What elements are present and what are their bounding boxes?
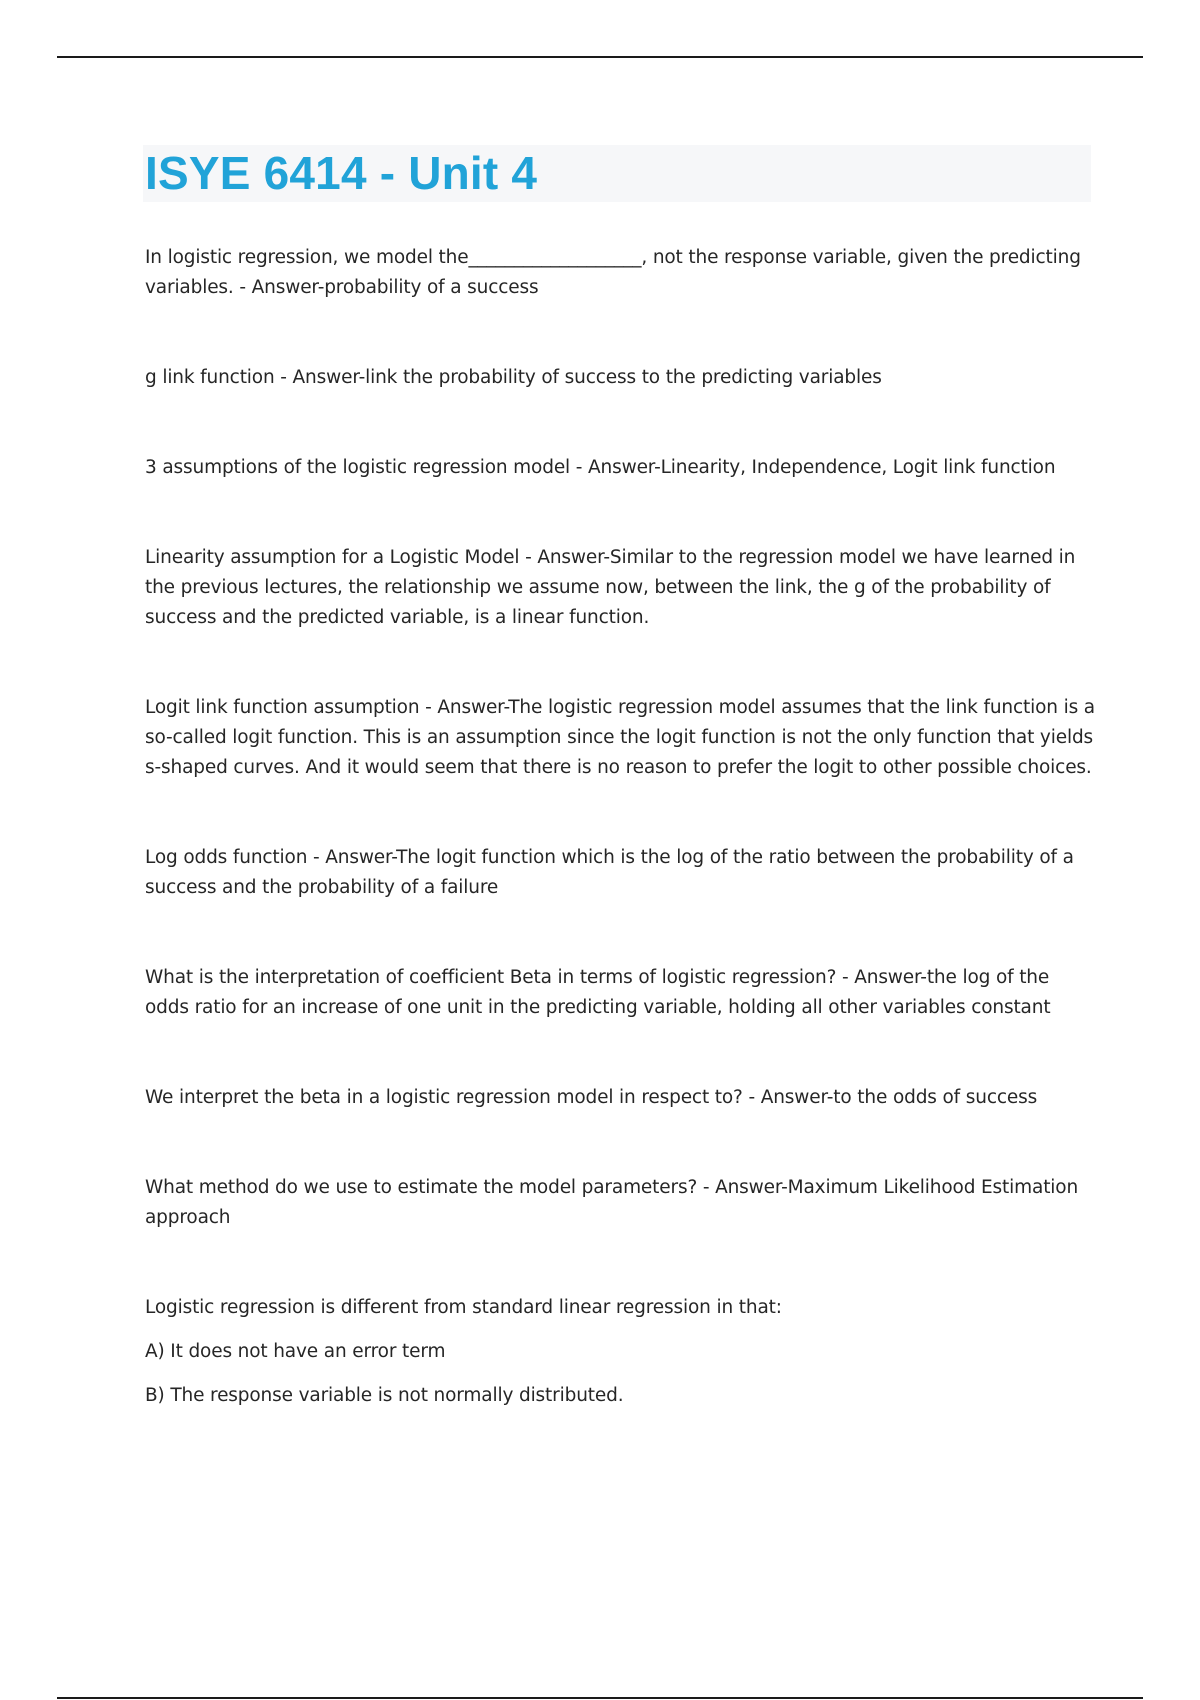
qa-entry: We interpret the beta in a logistic regression model in respect to? - Answer-to the odds of success: [145, 1087, 1038, 1108]
answer-option-a: A) It does not have an error term: [145, 1341, 446, 1362]
qa-entry: 3 assumptions of the logistic regression model - Answer-Linearity, Independence, Logit link function: [145, 457, 1056, 478]
qa-entry: What method do we use to estimate the model parameters? - Answer-Maximum Likelihood Estimation approach: [145, 1177, 1079, 1228]
qa-entry: Log odds function - Answer-The logit function which is the log of the ratio between the probability of a success and the probability of a failure: [145, 847, 1074, 898]
answer-option-b: B) The response variable is not normally distributed.: [145, 1385, 624, 1406]
qa-entry: In logistic regression, we model the___________________, not the response variable, given the predicting variables. - Answer-probability of a success: [145, 247, 1081, 298]
document-title: ISYE 6414 - Unit 4: [145, 147, 538, 199]
document-body: [145, 243, 1095, 1411]
qa-entry: g link function - Answer-link the probability of success to the predicting variables: [145, 367, 882, 388]
bottom-rule: [57, 1697, 1143, 1699]
qa-entry: Logit link function assumption - Answer-The logistic regression model assumes that the link function is a so-called logit function. This is an assumption since the logit function is not the only function that yields s-shaped curves. And it would seem that there is no reason to prefer the logit to other possible choices.: [145, 697, 1095, 778]
qa-entry: What is the interpretation of coefficient Beta in terms of logistic regression? - Answer-the log of the odds ratio for an increase of one unit in the predicting variable, holding all other variables constant: [145, 967, 1051, 1018]
qa-entry: Linearity assumption for a Logistic Model - Answer-Similar to the regression model we have learned in the previous lectures, the relationship we assume now, between the link, the g of the probability of success and the predicted variable, is a linear function.: [145, 547, 1076, 628]
question-stem: Logistic regression is different from standard linear regression in that:: [145, 1297, 782, 1318]
top-rule: [57, 56, 1143, 58]
